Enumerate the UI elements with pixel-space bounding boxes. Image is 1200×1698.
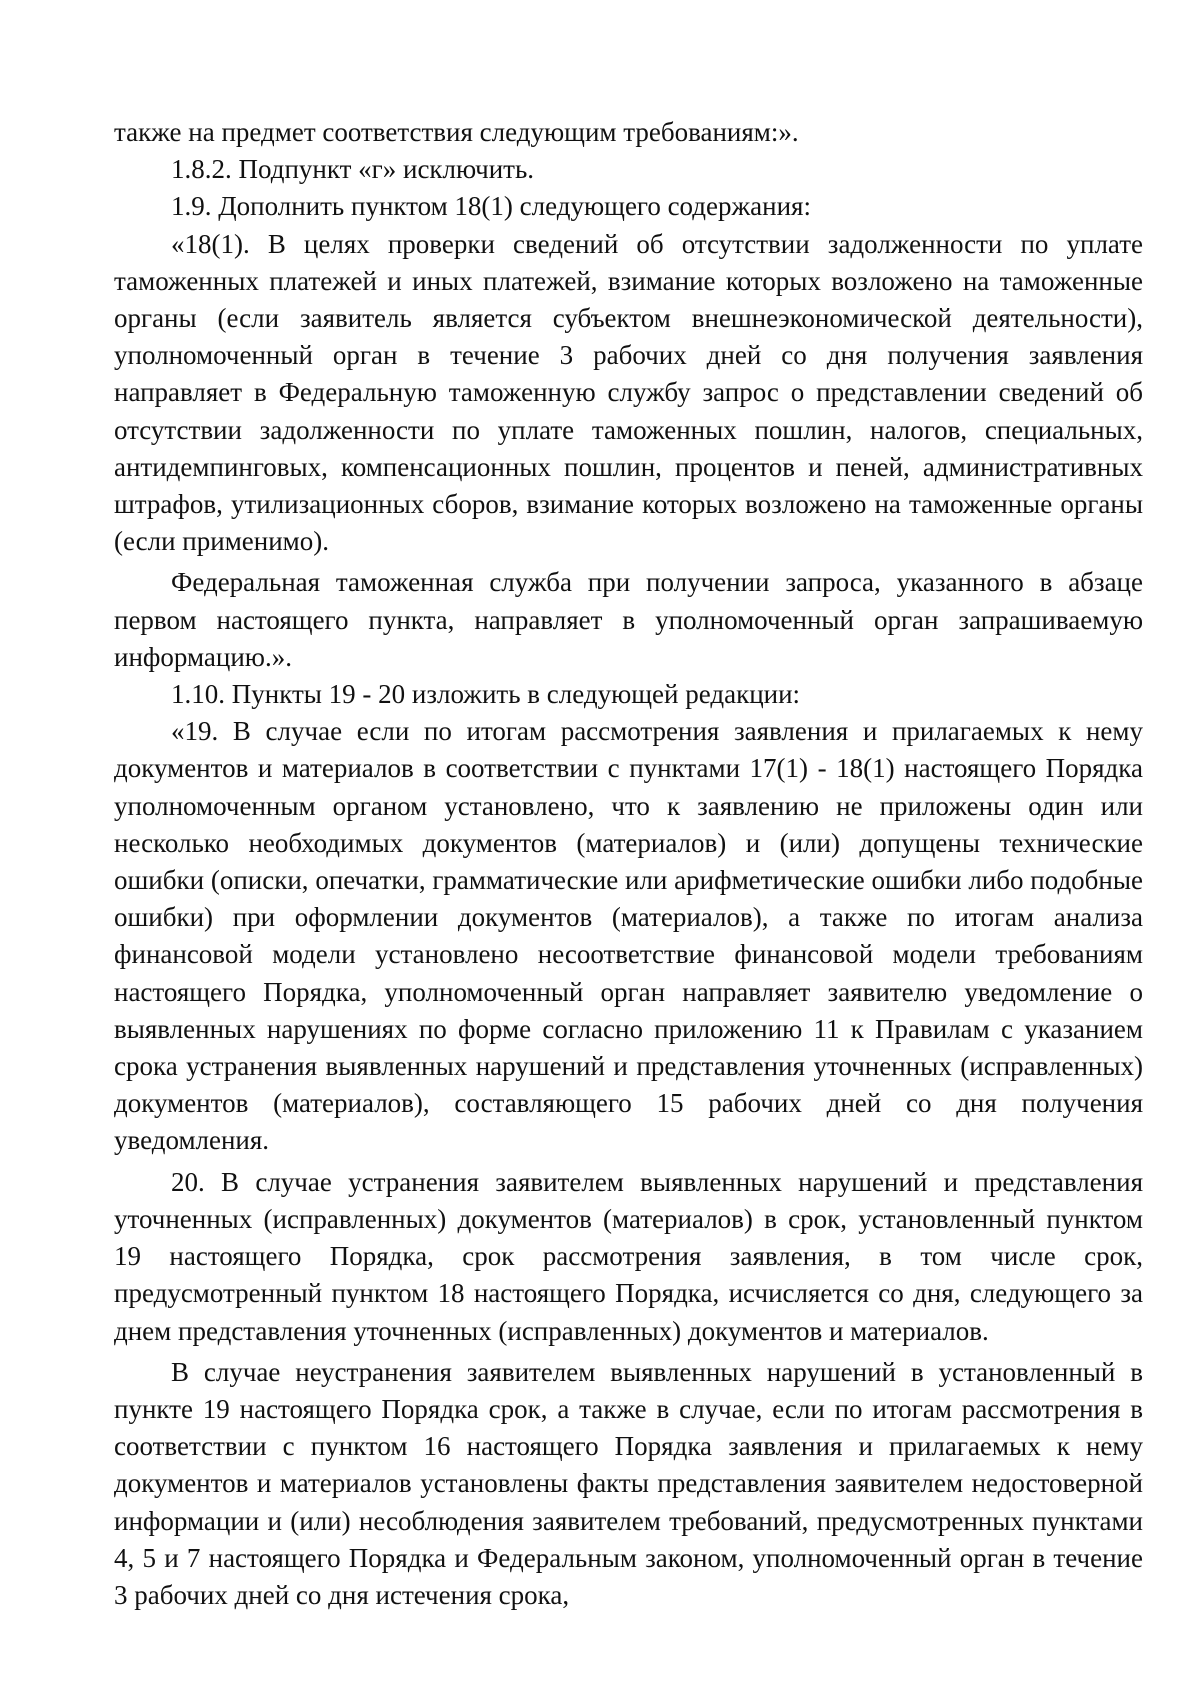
paragraph-non-elimination: В случае неустранения заявителем выявленных нарушений в установленный в пункте 19 настоящего Порядка срок, а также в случае, если по итогам рассмотрения в соответствии с пунктом 16 настоящего Порядка заявления и прилагаемых к нему документов и материалов установлены факты представления заявителем недостоверной информации и (или) несоблюдения заявителем требований, предусмотренных пунктами 4, 5 и 7 настоящего Порядка и Федеральным законом, уполномоченный орган в течение 3 рабочих дней со дня истечения срока, <box>114 1356 1143 1610</box>
paragraph-point-20: 20. В случае устранения заявителем выявленных нарушений и представления уточненных (исправленных) документов (материалов) в срок, установленный пунктом 19 настоящего Порядка, срок рассмотрения заявления, в том числе срок, предусмотренный пунктом 18 настоящего Порядка, исчисляется со дня, следующего за днем представления уточненных (исправленных) документов и материалов. <box>114 1166 1143 1346</box>
paragraph-point-18-1: «18(1). В целях проверки сведений об отсутствии задолженности по уплате таможенных платежей и иных платежей, взимание которых возложено на таможенные органы (если заявитель является субъектом внешнеэкономической деятельности), уполномоченный орган в течение 3 рабочих дней со дня получения заявления направляет в Федеральную таможенную службу запрос о представлении сведений об отсутствии задолженности по уплате таможенных пошлин, налогов, специальных, антидемпинговых, компенсационных пошлин, процентов и пеней, административных штрафов, утилизационных сборов, взимание которых возложено на таможенные органы (если применимо). <box>114 228 1143 557</box>
document-body <box>114 114 1143 1614</box>
paragraph-continuation: также на предмет соответствия следующим требованиям:». <box>114 117 799 147</box>
paragraph-item-1-10: 1.10. Пункты 19 - 20 изложить в следующей редакции: <box>171 679 801 710</box>
paragraph-item-1-8-2: 1.8.2. Подпункт «г» исключить. <box>171 154 535 185</box>
paragraph-point-19: «19. В случае если по итогам рассмотрения заявления и прилагаемых к нему документов и материалов в соответствии с пунктами 17(1) - 18(1) настоящего Порядка уполномоченным органом установлено, что к заявлению не приложены один или несколько необходимых документов (материалов) и (или) допущены технические ошибки (описки, опечатки, грамматические или арифметические ошибки либо подобные ошибки) при оформлении документов (материалов), а также по итогам анализа финансовой модели установлено несоответствие финансовой модели требованиям настоящего Порядка, уполномоченный орган направляет заявителю уведомление о выявленных нарушениях по форме согласно приложению 11 к Правилам с указанием срока устранения выявленных нарушений и представления уточненных (исправленных) документов (материалов), составляющего 15 рабочих дней со дня получения уведомления. <box>114 716 1143 1156</box>
paragraph-item-1-9: 1.9. Дополнить пунктом 18(1) следующего содержания: <box>171 191 811 222</box>
paragraph-customs-service: Федеральная таможенная служба при получении запроса, указанного в абзаце первом настоящего пункта, направляет в уполномоченный орган запрашиваемую информацию.». <box>114 567 1143 672</box>
